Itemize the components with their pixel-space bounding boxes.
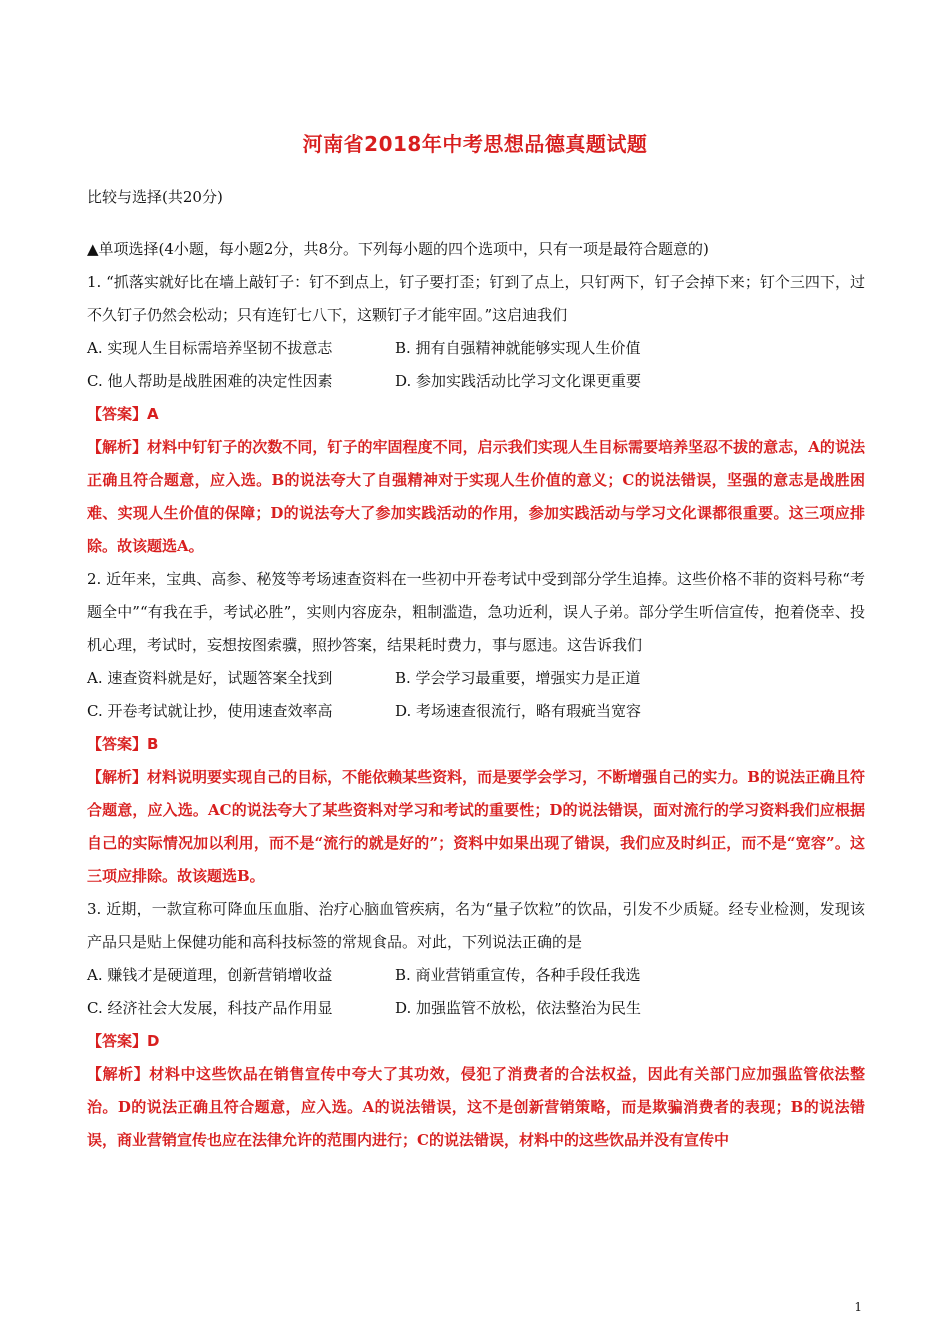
option-b: B. 商业营销重宣传，各种手段任我选 — [395, 966, 641, 984]
question-3-analysis — [87, 1058, 865, 1157]
page-number: 1 — [854, 1300, 862, 1314]
option-c: C. 他人帮助是战胜困难的决定性因素 — [87, 372, 333, 390]
question-3-options-2 — [87, 992, 865, 1025]
analysis-label: 【解析】 — [87, 1065, 150, 1083]
option-d: D. 考场速查很流行，略有瑕疵当宽容 — [395, 702, 642, 720]
analysis-text: 材料中钉钉子的次数不同，钉子的牢固程度不同，启示我们实现人生目标需要培养坚忍不拔的意志，A的说法正确且符合题意，应入选。B的说法夸大了自强精神对于实现人生价值的意义；C的说法错误，坚强的意志是战胜困难、实现人生价值的保障；D的说法夸大了参加实践活动的作用，参加实践活动与学习文化课都很重要。这三项应排除。故该题选A。 — [87, 438, 865, 555]
option-a: A. 实现人生目标需培养坚韧不拔意志 — [87, 339, 333, 357]
option-a: A. 赚钱才是硬道理，创新营销增收益 — [87, 966, 333, 984]
analysis-label: 【解析】 — [87, 768, 148, 786]
option-a: A. 速查资料就是好，试题答案全找到 — [87, 669, 333, 687]
question-3-options — [87, 959, 865, 992]
question-area — [87, 233, 865, 1157]
analysis-text: 材料说明要实现自己的目标，不能依赖某些资料，而是要学会学习，不断增强自己的实力。B的说法正确且符合题意，应入选。AC的说法夸大了某些资料对学习和考试的重要性；D的说法错误，面对流行的学习资料我们应根据自己的实际情况加以利用，而不是“流行的就是好的”；资料中如果出现了错误，我们应及时纠正，而不是“宽容”。这三项应排除。故该题选B。 — [87, 768, 865, 885]
option-b: B. 学会学习最重要，增强实力是正道 — [395, 669, 641, 687]
option-b: B. 拥有自强精神就能够实现人生价值 — [395, 339, 641, 357]
question-1-answer: 【答案】A — [87, 405, 159, 423]
question-2-answer: 【答案】B — [87, 735, 159, 753]
question-3-stem: 3. 近期，一款宣称可降血压血脂、治疗心脑血管疾病，名为“量子饮粒”的饮品，引发不少质疑。经专业检测，发现该产品只是贴上保健功能和高科技标签的常规食品。对此，下列说法正确的是 — [87, 900, 865, 951]
question-3-answer: 【答案】D — [87, 1032, 160, 1050]
question-2-stem: 2. 近年来，宝典、高参、秘笈等考场速查资料在一些初中开卷考试中受到部分学生追捧。这些价格不菲的资料号称“考题全中”“有我在手，考试必胜”，实则内容庞杂，粗制滥造，急功近利，误人子弟。部分学生听信宣传，抱着侥幸、投机心理，考试时，妄想按图索骥，照抄答案，结果耗时费力，事与愿违。这告诉我们 — [87, 570, 865, 654]
instruction: ▲单项选择(4小题，每小题2分，共8分。下列每小题的四个选项中，只有一项是最符合题意的) — [87, 240, 709, 258]
analysis-label: 【解析】 — [87, 438, 148, 456]
question-2-options — [87, 662, 865, 695]
question-1-options-2 — [87, 365, 865, 398]
option-d: D. 加强监管不放松，依法整治为民生 — [395, 999, 642, 1017]
section-heading: 比较与选择(共20分) — [87, 188, 223, 206]
option-c: C. 经济社会大发展，科技产品作用显 — [87, 999, 333, 1017]
question-2-options-2 — [87, 695, 865, 728]
page-title: 河南省2018年中考思想品德真题试题 — [302, 132, 648, 156]
question-1-analysis — [87, 431, 865, 563]
question-1-options — [87, 332, 865, 365]
question-1-stem: 1. “抓落实就好比在墙上敲钉子：钉不到点上，钉子要打歪；钉到了点上，只钉两下，钉子会掉下来；钉个三四下，过不久钉子仍然会松动；只有连钉七八下，这颗钉子才能牢固。”这启迪我们 — [87, 273, 865, 324]
option-d: D. 参加实践活动比学习文化课更重要 — [395, 372, 642, 390]
question-2-analysis — [87, 761, 865, 893]
option-c: C. 开卷考试就让抄，使用速查效率高 — [87, 702, 333, 720]
analysis-text: 材料中这些饮品在销售宣传中夸大了其功效，侵犯了消费者的合法权益，因此有关部门应加强监管依法整治。D的说法正确且符合题意，应入选。A的说法错误，这不是创新营销策略，而是欺骗消费者的表现；B的说法错误，商业营销宣传也应在法律允许的范围内进行；C的说法错误，材料中的这些饮品并没有宣传中 — [87, 1065, 865, 1149]
